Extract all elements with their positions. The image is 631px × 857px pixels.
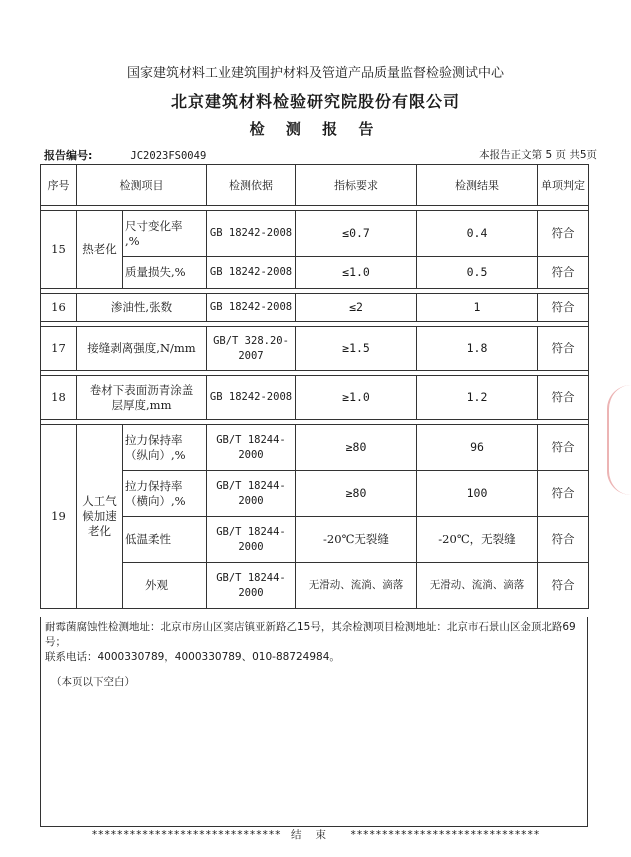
row-item: 拉力保持率 （纵向）,% [123,425,207,471]
contact-phone: 联系电话：4000330789，4000330789、010-88724984。 [45,651,340,663]
table-row [41,563,589,609]
row-no: 16 [41,294,77,322]
row-requirement: ≤0.7 [296,211,417,257]
row-no: 17 [41,327,77,371]
row-result: 100 [417,471,538,517]
seal-stamp-edge [607,385,631,495]
table-row [41,257,589,289]
end-stars-right: ****************************** [350,829,540,841]
row-standard: GB/T 18244- 2000 [207,563,296,609]
row-item: 尺寸变化率 ,% [123,211,207,257]
row-standard: GB 18242-2008 [207,257,296,289]
row-result: 0.4 [417,211,538,257]
row-item: 低温柔性 [123,517,207,563]
company-title: 北京建筑材料检验研究院股份有限公司 [170,92,460,111]
row-judgement: 符合 [538,425,589,471]
row-result: -20℃，无裂缝 [417,517,538,563]
row-item: 外观 [123,563,207,609]
report-title: 检 测 报 告 [249,120,382,138]
col-header-requirement: 指标要求 [296,165,417,206]
row-result: 1.2 [417,376,538,420]
row-requirement: ≥80 [296,471,417,517]
col-header-result: 检测结果 [417,165,538,206]
col-header-item: 检测项目 [77,165,207,206]
row-no: 19 [41,425,77,609]
row-item: 接缝剥离强度,N/mm [77,327,207,371]
end-of-report [0,827,631,842]
end-word: 结束 [291,829,340,841]
end-stars-left: ****************************** [91,829,281,841]
row-requirement: ≤2 [296,294,417,322]
table-header-row [41,165,589,206]
row-judgement: 符合 [538,211,589,257]
footer-notes [40,617,588,827]
table-row [41,211,589,257]
row-item: 渗油性,张数 [77,294,207,322]
table-row [41,425,589,471]
row-requirement: 无滑动、流淌、滴落 [296,563,417,609]
row-standard: GB/T 18244- 2000 [207,517,296,563]
row-requirement: ≥1.0 [296,376,417,420]
row-judgement: 符合 [538,563,589,609]
report-number-value: JC2023FS0049 [130,150,207,162]
row-result: 0.5 [417,257,538,289]
row-standard: GB 18242-2008 [207,211,296,257]
report-number [44,147,206,163]
col-header-standard: 检测依据 [207,165,296,206]
table-row [41,517,589,563]
results-table [40,164,589,609]
table-row [41,376,589,420]
blank-below-note: （本页以下空白） [51,676,135,688]
row-standard: GB/T 18244- 2000 [207,471,296,517]
row-requirement: -20℃无裂缝 [296,517,417,563]
institute-title: 国家建筑材料工业建筑围护材料及管道产品质量监督检验测试中心 [126,66,504,81]
row-standard: GB/T 328.20- 2007 [207,327,296,371]
table-row [41,294,589,322]
table-row [41,471,589,517]
row-item: 卷材下表面沥青涂盖 层厚度,mm [77,376,207,420]
row-requirement: ≤1.0 [296,257,417,289]
table-row [41,327,589,371]
row-standard: GB 18242-2008 [207,376,296,420]
col-header-no: 序号 [41,165,77,206]
row-no: 18 [41,376,77,420]
row-requirement: ≥1.5 [296,327,417,371]
test-address: 耐霉菌腐蚀性检测地址：北京市房山区窦店镇亚新路乙15号，其余检测项目检测地址：北京市石景山区金顶北路69号； [45,621,576,648]
row-result: 无滑动、流淌、滴落 [417,563,538,609]
row-no: 15 [41,211,77,289]
row-result: 1.8 [417,327,538,371]
row-judgement: 符合 [538,294,589,322]
row-item: 拉力保持率 （横向）,% [123,471,207,517]
row-judgement: 符合 [538,471,589,517]
row-judgement: 符合 [538,517,589,563]
row-standard: GB 18242-2008 [207,294,296,322]
page-info: 本报告正文第 5 页 共5页 [479,149,597,161]
row-requirement: ≥80 [296,425,417,471]
row-judgement: 符合 [538,327,589,371]
row-standard: GB/T 18244- 2000 [207,425,296,471]
row-item: 质量损失,% [123,257,207,289]
report-number-label: 报告编号: [44,149,93,162]
col-header-judgement: 单项判定 [538,165,589,206]
row-result: 96 [417,425,538,471]
row-group: 热老化 [77,211,123,289]
row-group: 人工气 候加速 老化 [77,425,123,609]
row-judgement: 符合 [538,257,589,289]
row-result: 1 [417,294,538,322]
row-judgement: 符合 [538,376,589,420]
